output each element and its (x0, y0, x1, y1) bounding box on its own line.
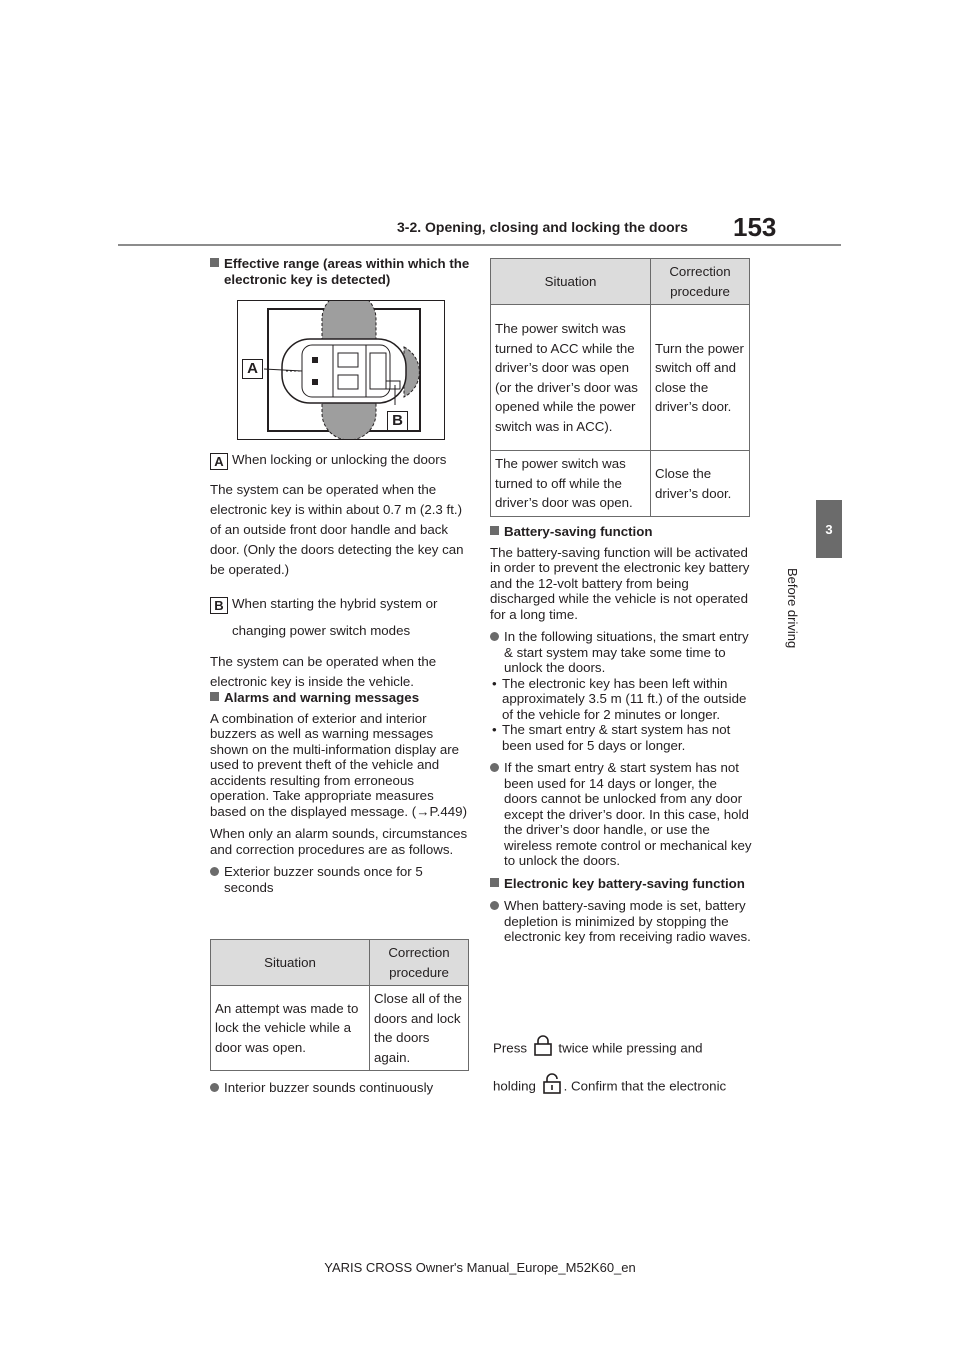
bullet-exterior-text: Exterior buzzer sounds once for 5 seconds (224, 864, 423, 895)
bullet-dot-icon (210, 1083, 219, 1092)
bullet-battery-mode-text: When battery-saving mode is set, battery depletion is minimized by stopping the electronic key from receiving radio waves. (504, 898, 751, 944)
lock-icon (531, 1034, 555, 1064)
bullet-14-days (490, 760, 752, 869)
alarm-only-description: When only an alarm sounds, circumstances and correction procedures are as follows. (210, 826, 468, 857)
bullet-interior-text: Interior buzzer sounds continuously (224, 1080, 434, 1095)
battery-saving-description: The battery-saving function will be activated in order to prevent the electronic key battery and the 12-volt battery from being discharged while the vehicle is not operated for a long time. (490, 544, 750, 622)
key-battery-saving-heading-text: Electronic key battery-saving function (504, 875, 745, 891)
bullet-smart-entry-text: In the following situations, the smart entry & start system may take some time to unlock the doors. (504, 629, 749, 675)
interior-buzzer-table (490, 258, 750, 517)
alarms-heading (210, 690, 472, 706)
caption-a (210, 450, 472, 470)
heading-square-icon (210, 692, 219, 701)
chapter-label-text: Before driving (785, 568, 800, 649)
bullet-dot-icon (490, 632, 499, 641)
left-column-body (210, 448, 472, 692)
header-rule (118, 244, 841, 246)
table-cell-situation: An attempt was made to lock the vehicle while a door was open. (211, 986, 370, 1071)
table-header-situation: Situation (491, 259, 651, 305)
chapter-tab: 3 (816, 500, 842, 558)
press-text-continued: twice while pressing and (558, 1040, 703, 1056)
table-row (211, 986, 469, 1071)
bullet-dot-icon (490, 901, 499, 910)
bullet-exterior-buzzer (210, 864, 472, 895)
holding-text: holding (493, 1078, 536, 1094)
chapter-label (782, 568, 800, 668)
alarms-heading-text: Alarms and warning messages (224, 690, 420, 705)
battery-saving-heading-text: Battery-saving function (504, 524, 653, 539)
b-description: The system can be operated when the electronic key is inside the vehicle. (210, 654, 437, 689)
dash-marker: • (492, 722, 497, 737)
left-column-alarms (210, 690, 472, 895)
a-description: The system can be operated when the electronic key is within about 0.7 m (2.3 ft.) of an outside front door handle and back door. (Only the doors detecting the key can be operated.) (210, 482, 464, 577)
dash-marker: • (492, 675, 497, 691)
label-a-box: A (210, 453, 228, 470)
bullet-dot-icon (490, 763, 499, 772)
table-cell-situation: The power switch was turned to ACC while the driver’s door was open (or the driver’s door was opened while the power switch was in ACC). (491, 305, 651, 451)
table-header-situation: Situation (211, 940, 370, 986)
exterior-buzzer-table (210, 939, 469, 1071)
page-number: 153 (733, 212, 777, 242)
effective-range-heading (210, 256, 470, 287)
holding-text-continued: . Confirm that the electronic (563, 1078, 727, 1094)
heading-square-icon (490, 526, 499, 535)
table-cell-correction: Close the driver’s door. (651, 451, 750, 517)
caption-b-text: When starting the hybrid system or changing power switch modes (232, 596, 438, 638)
bullet-interior-buzzer (210, 1080, 472, 1096)
heading-square-icon (490, 878, 499, 887)
key-battery-saving-heading (490, 876, 752, 892)
bullet-battery-mode (490, 898, 752, 945)
table-header-correction: Correction procedure (370, 940, 469, 986)
unlock-icon (540, 1072, 564, 1102)
dash-item (490, 676, 752, 723)
holding-line (493, 1072, 755, 1102)
battery-saving-heading (490, 524, 752, 540)
vehicle-top-view-figure (238, 301, 444, 439)
left-column-interior (210, 1080, 472, 1096)
footer-text: YARIS CROSS Owner's Manual_Europe_M52K60_en (324, 1260, 636, 1275)
left-column (210, 256, 470, 287)
press-text: Press (493, 1040, 527, 1056)
table-cell-correction: Turn the power switch off and close the driver’s door. (651, 305, 750, 451)
figure-label-b: B (387, 411, 408, 431)
figure-label-a: A (242, 359, 263, 379)
key-range-diagram (237, 300, 445, 440)
table-cell-situation: The power switch was turned to off while the driver’s door was open. (491, 451, 651, 517)
alarms-description: A combination of exterior and interior buzzers as well as warning messages shown on the multi-information display are used to prevent theft of the vehicle and accidents resulting from erroneous operation. Take appropriate measures based on the displayed message. (→P.449) (210, 710, 467, 819)
caption-a-text: When locking or unlocking the doors (232, 452, 447, 467)
heading-square-icon (210, 258, 219, 267)
caption-b (210, 590, 472, 644)
press-line (493, 1034, 755, 1064)
table-row (491, 305, 750, 451)
dash-item (490, 722, 752, 753)
table-header-row (211, 940, 469, 986)
bullet-smart-entry (490, 629, 752, 676)
table-row (491, 451, 750, 517)
dash-item-text: The smart entry & start system has not been used for 5 days or longer. (502, 722, 731, 753)
press-instruction (493, 1034, 755, 1102)
table-header-row (491, 259, 750, 305)
bullet-dot-icon (210, 867, 219, 876)
dash-item-text: The electronic key has been left within approximately 3.5 m (11 ft.) of the outside of the vehicle for 2 minutes or longer. (502, 675, 747, 722)
effective-range-heading-text: Effective range (areas within which the electronic key is detected) (224, 256, 470, 287)
label-b-box: B (210, 597, 228, 614)
table-header-correction: Correction procedure (651, 259, 750, 305)
table-cell-correction: Close all of the doors and lock the doors again. (370, 986, 469, 1071)
bullet-14-days-text: If the smart entry & start system has not been used for 14 days or longer, the doors cannot be unlocked from any door except the driver’s door. In this case, hold the driver’s door handle, or use the wireless remote control or mechanical key to unlock the doors. (504, 760, 752, 868)
right-column-body (490, 524, 752, 945)
section-title: 3-2. Opening, closing and locking the doors (397, 219, 688, 235)
